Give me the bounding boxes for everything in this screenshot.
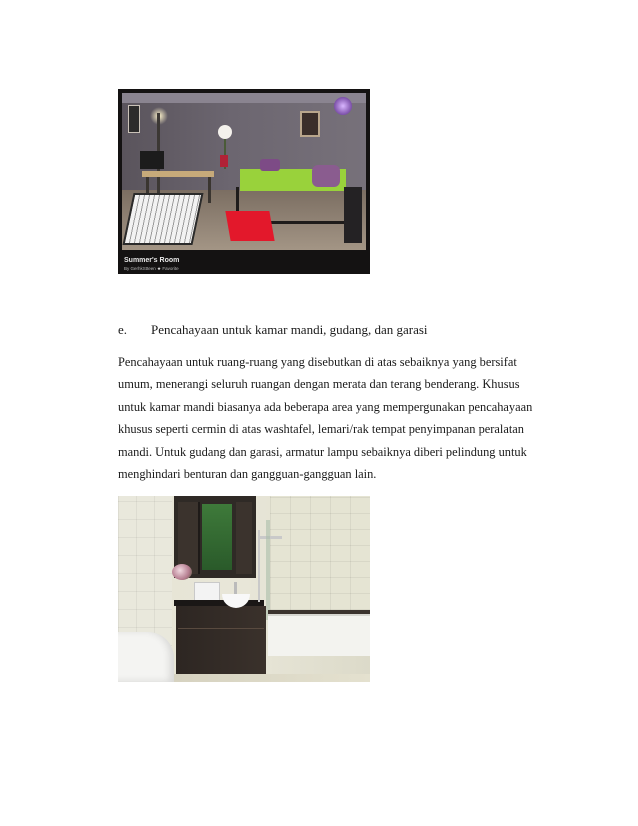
body-paragraph	[118, 351, 540, 485]
section-number: e.	[118, 322, 128, 337]
photo-caption-title: Summer's Room	[124, 257, 180, 264]
paragraph-line: menghindari benturan dan gangguan-gangguan lain.	[118, 467, 377, 482]
paragraph-line: untuk kamar mandi biasanya ada beberapa area yang mempergunakan pencahayaan	[118, 399, 533, 414]
cabinet	[344, 187, 362, 243]
flowers	[172, 564, 192, 580]
bedroom-scene	[122, 93, 366, 250]
towels	[194, 582, 220, 602]
mirror	[202, 504, 232, 570]
photo-caption-byline	[124, 266, 179, 272]
pendant-lamp	[334, 97, 352, 115]
favorite-label: Favorite	[162, 266, 179, 271]
author-name: By GerhkStteen	[124, 266, 156, 271]
section-title: Pencahayaan untuk kamar mandi, gudang, dan garasi	[151, 322, 428, 337]
pillow	[260, 159, 280, 171]
section-heading	[118, 322, 428, 338]
vase	[220, 155, 228, 167]
wall-picture	[128, 105, 140, 133]
rug	[225, 211, 274, 241]
star-icon: ★	[157, 266, 162, 271]
flowers	[218, 125, 232, 139]
bathtub	[268, 614, 370, 656]
wall-picture	[300, 111, 320, 137]
photo-caption-bar	[118, 250, 370, 274]
glass-partition	[266, 520, 270, 620]
shower-head	[258, 536, 282, 539]
paragraph-line: Pencahayaan untuk ruang-ruang yang disebutkan di atas sebaiknya yang bersifat	[118, 355, 517, 369]
monitor	[140, 151, 164, 169]
faucet	[234, 582, 237, 594]
piano-keyboard	[122, 193, 203, 245]
paragraph-line: umum, menerangi seluruh ruangan dengan merata dan terang benderang. Khusus	[118, 377, 520, 392]
bathroom-photo	[118, 496, 370, 682]
paragraph-line: mandi. Untuk gudang dan garasi, armatur lampu sebaiknya diberi pelindung untuk	[118, 444, 527, 459]
shower-rail	[258, 530, 260, 602]
wall-tiles	[270, 496, 370, 626]
desk	[142, 171, 214, 177]
bedroom-photo	[118, 89, 370, 274]
vanity-cabinet	[176, 606, 266, 674]
pillow	[312, 165, 340, 187]
paragraph-line: khusus seperti cermin di atas washtafel, lemari/rak tempat penyimpanan peralatan	[118, 422, 524, 437]
toilet	[118, 632, 174, 682]
floor	[174, 674, 370, 682]
